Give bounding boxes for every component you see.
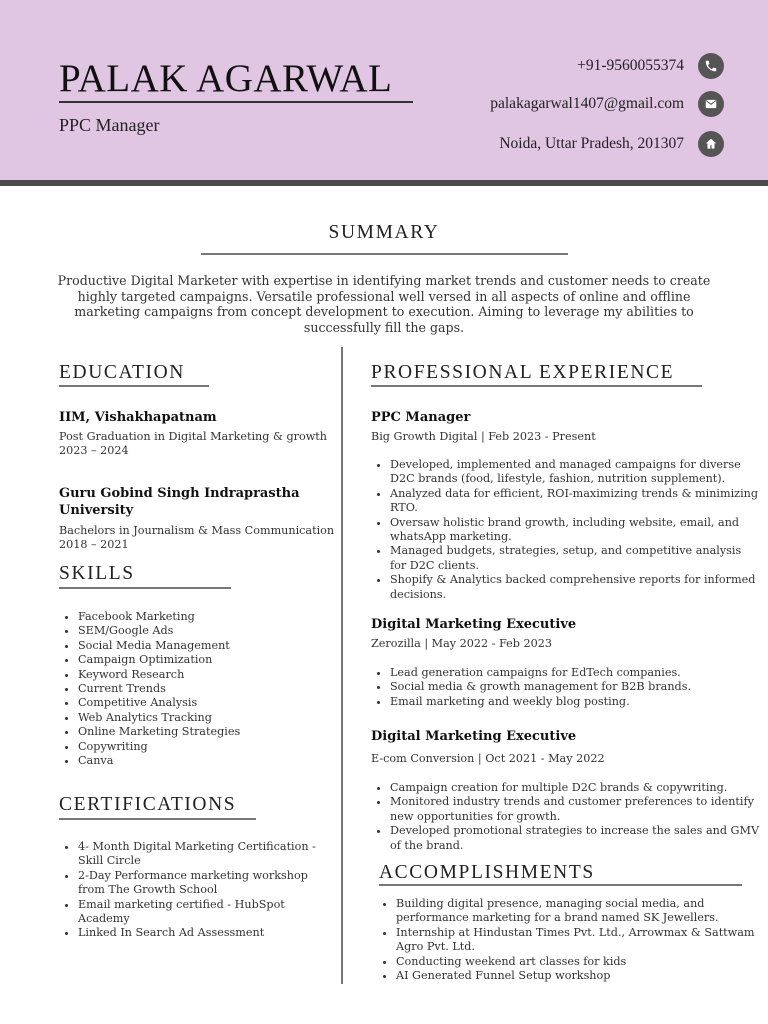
skill-item: • Canva	[78, 754, 348, 768]
skill-item: • Competitive Analysis	[78, 696, 348, 710]
skill-item: • Online Marketing Strategies	[78, 725, 348, 739]
accomplishments-list	[377, 897, 758, 983]
job-company: E-com Conversion | Oct 2021 - May 2022	[371, 752, 605, 765]
skill-item: • Keyword Research	[78, 668, 348, 682]
job-company: Big Growth Digital | Feb 2023 - Present	[371, 430, 596, 443]
skills-title: SKILLS	[59, 563, 135, 584]
certifications-title: CERTIFICATIONS	[59, 794, 237, 815]
education-degree: Bachelors in Journalism & Mass Communication	[59, 524, 335, 537]
accomplishments-title: ACCOMPLISHMENTS	[379, 862, 595, 883]
job-bullet: • Analyzed data for efficient, ROI-maximizing trends & minimizing RTO.	[390, 487, 760, 516]
skill-item: • Social Media Management	[78, 639, 348, 653]
job-bullet: • Email marketing and weekly blog posting.	[390, 695, 760, 709]
certifications-list	[59, 840, 324, 941]
skill-item: • Current Trends	[78, 682, 348, 696]
education-degree: Post Graduation in Digital Marketing & growth	[59, 430, 327, 443]
job-role: Digital Marketing Executive	[371, 729, 577, 744]
accomplishment-item: • AI Generated Funnel Setup workshop	[396, 969, 758, 983]
certification-item: • 4- Month Digital Marketing Certification - Skill Circle	[78, 840, 324, 869]
job-role: PPC Manager	[371, 410, 471, 425]
job-company: Zerozilla | May 2022 - Feb 2023	[371, 637, 552, 650]
email-text[interactable]: palakagarwal1407@gmail.com	[490, 95, 684, 112]
certification-item: • Linked In Search Ad Assessment	[78, 926, 324, 940]
job-bullets	[371, 666, 760, 709]
candidate-role: PPC Manager	[59, 115, 160, 135]
education-years: 2023 – 2024	[59, 444, 129, 457]
certifications-rule	[59, 818, 256, 820]
job-bullets	[371, 458, 760, 602]
skills-list	[59, 610, 348, 768]
job-bullet: • Lead generation campaigns for EdTech companies.	[390, 666, 760, 680]
address-text: Noida, Uttar Pradesh, 201307	[499, 135, 684, 152]
candidate-name: PALAK AGARWAL	[59, 57, 393, 100]
accomplishment-item: • Internship at Hindustan Times Pvt. Ltd., Arrowmax & Sattwam Agro Pvt. Ltd.	[396, 926, 758, 955]
envelope-icon	[698, 91, 724, 117]
job-bullet: • Developed promotional strategies to increase the sales and GMV of the brand.	[390, 824, 760, 853]
job-bullet: • Social media & growth management for B2B brands.	[390, 680, 760, 694]
skill-item: • Web Analytics Tracking	[78, 711, 348, 725]
job-bullet: • Shopify & Analytics backed comprehensive reports for informed decisions.	[390, 573, 760, 602]
job-bullet: • Oversaw holistic brand growth, including website, email, and whatsApp marketing.	[390, 516, 760, 545]
accomplishments-rule	[379, 884, 742, 886]
skills-rule	[59, 587, 231, 589]
accomplishment-item: • Conducting weekend art classes for kids	[396, 955, 758, 969]
education-title: EDUCATION	[59, 362, 185, 383]
job-bullets	[371, 781, 760, 853]
experience-rule	[371, 385, 702, 387]
experience-title: PROFESSIONAL EXPERIENCE	[371, 362, 675, 383]
contact-email[interactable]	[490, 91, 724, 117]
accomplishment-item: • Building digital presence, managing social media, and performance marketing for a brand named SK Jewellers.	[396, 897, 758, 926]
summary-rule	[201, 253, 568, 255]
summary-title: SUMMARY	[328, 222, 440, 243]
skill-item: • SEM/Google Ads	[78, 624, 348, 638]
skill-item: • Facebook Marketing	[78, 610, 348, 624]
name-underline	[59, 101, 413, 103]
contact-phone[interactable]	[577, 53, 724, 79]
phone-text[interactable]: +91-9560055374	[577, 57, 684, 74]
home-icon	[698, 131, 724, 157]
job-bullet: • Developed, implemented and managed campaigns for diverse D2C brands (food, lifestyle, fashion, nutrition supplement).	[390, 458, 760, 487]
education-school: IIM, Vishakhapatnam	[59, 410, 217, 425]
phone-icon	[698, 53, 724, 79]
certification-item: • Email marketing certified - HubSpot Academy	[78, 898, 324, 927]
skill-item: • Campaign Optimization	[78, 653, 348, 667]
job-bullet: • Monitored industry trends and customer preferences to identify new opportunities for growth.	[390, 795, 760, 824]
education-rule	[59, 385, 209, 387]
education-school: Guru Gobind Singh Indraprastha University	[59, 486, 300, 518]
header-divider-bar	[0, 180, 768, 186]
job-role: Digital Marketing Executive	[371, 617, 577, 632]
education-years: 2018 – 2021	[59, 538, 129, 551]
contact-address	[499, 131, 724, 157]
summary-text: Productive Digital Marketer with expertise in identifying market trends and customer needs to create highly targeted campaigns. Versatile professional well versed in all aspects of online and offline marketing campaigns from concept development to execution. Aiming to leverage my abilities to successfully fill the gaps.	[57, 273, 711, 335]
certification-item: • 2-Day Performance marketing workshop from The Growth School	[78, 869, 324, 898]
skill-item: • Copywriting	[78, 740, 348, 754]
job-bullet: • Campaign creation for multiple D2C brands & copywriting.	[390, 781, 760, 795]
job-bullet: • Managed budgets, strategies, setup, and competitive analysis for D2C clients.	[390, 544, 760, 573]
